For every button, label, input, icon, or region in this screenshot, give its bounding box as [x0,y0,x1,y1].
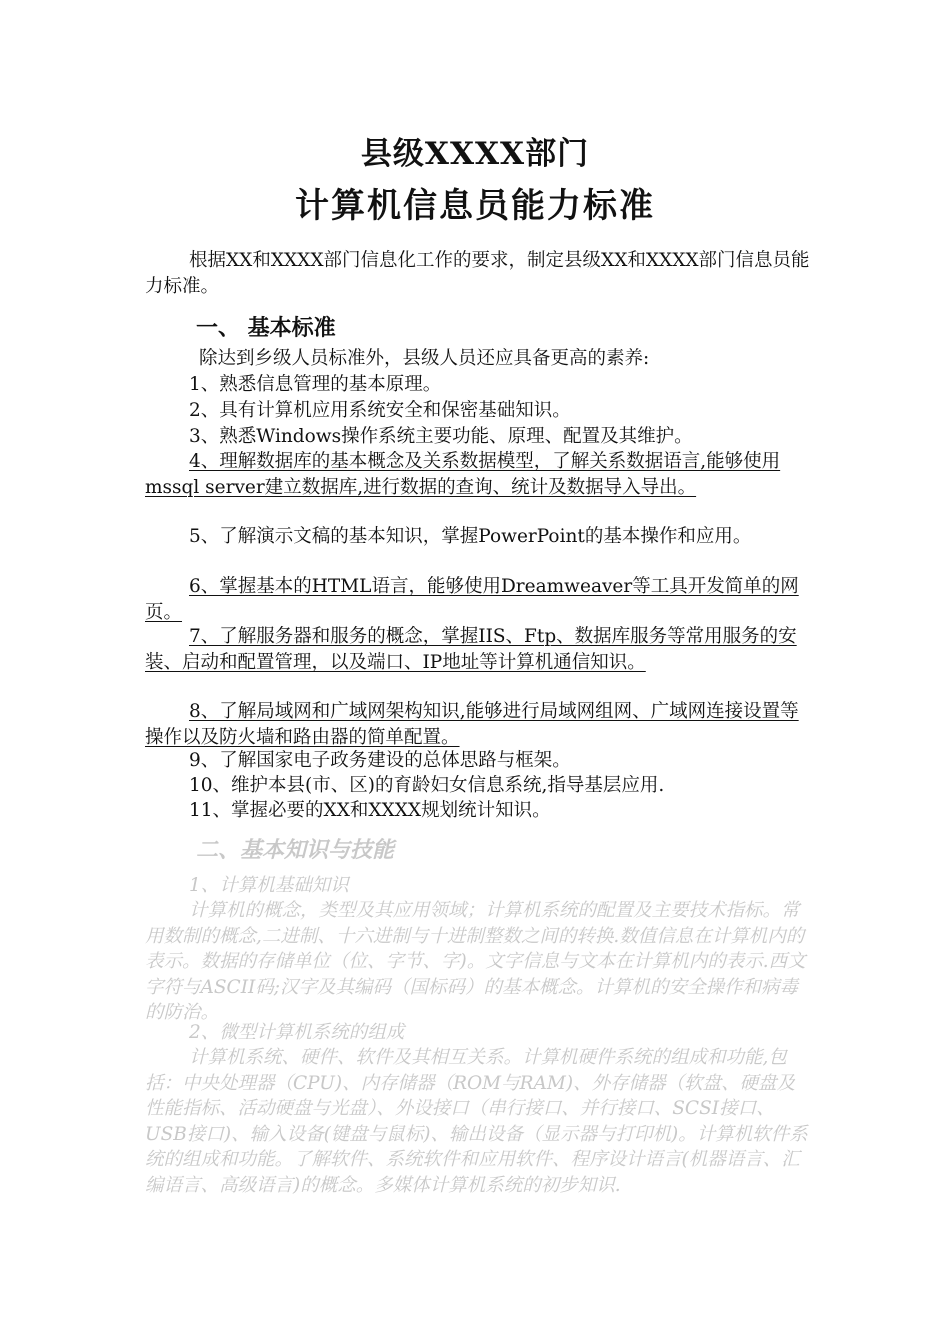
section1-item-9: 9、了解国家电子政务建设的总体思路与框架。 [189,750,571,771]
section1-item-8: 8、了解局域网和广域网架构知识,能够进行局域网组网、广域网连接设置等操作以及防火墙和路由器的简单配置。 [145,701,799,748]
section1-item-6: 6、掌握基本的HTML语言，能够使用Dreamweaver等工具开发简单的网页。 [145,576,799,623]
section1-item-5: 5、了解演示文稿的基本知识，掌握PowerPoint的基本操作和应用。 [189,526,752,547]
section2-sub2-title: 2、微型计算机系统的组成 [189,1022,405,1043]
section1-lead: 除达到乡级人员标准外，县级人员还应具备更高的素养: [199,348,650,369]
section1-item-3: 3、熟悉Windows操作系统主要功能、原理、配置及其维护。 [189,426,693,447]
section1-item-4: 4、理解数据库的基本概念及关系数据模型，了解关系数据语言,能够使用mssql server建立数据库,进行数据的查询、统计及数据导入导出。 [145,451,781,498]
document-title-line1: 县级XXXX部门 [360,136,590,172]
section1-item-7: 7、了解服务器和服务的概念，掌握IIS、Ftp、数据库服务等常用服务的安装、启动和配置管理，以及端口、IP地址等计算机通信知识。 [145,626,797,673]
section2-sub2-text: 计算机系统、硬件、软件及其相互关系。计算机硬件系统的组成和功能,包括：中央处理器（CPU)、内存储器（ROM与RAM)、外存储器（软盘、硬盘及性能指标、活动硬盘与光盘）、外设接口（串行接口、并行接口、SCSI接口、USB接口)、输入设备(键盘与鼠标)、输出设备（显示器与打印机)。计算机软件系统的组成和功能。了解软件、系统软件和应用软件、程序设计语言(机器语言、汇编语言、高级语言)的概念。多媒体计算机系统的初步知识. [145,1047,808,1196]
section1-heading: 一、 基本标准 [196,315,336,341]
section2-heading: 二、基本知识与技能 [196,837,395,863]
section2-sub1-text: 计算机的概念，类型及其应用领域；计算机系统的配置及主要技术指标。常用数制的概念,二进制、十六进制与十进制整数之间的转换.数值信息在计算机内的表示。数据的存储单位（位、字节、字)。文字信息与文本在计算机内的表示.西文字符与ASCII码;汉字及其编码（国标码）的基本概念。计算机的安全操作和病毒的防治。 [145,900,806,1023]
section1-item-1: 1、熟悉信息管理的基本原理。 [189,374,442,395]
section2-sub1-title: 1、计算机基础知识 [189,875,349,896]
section1-item-10: 10、维护本县(市、区)的育龄妇女信息系统,指导基层应用. [189,775,665,796]
document-title-line2: 计算机信息员能力标准 [295,186,655,226]
section1-item-11: 11、掌握必要的XX和XXXX规划统计知识。 [189,800,551,821]
intro-paragraph: 根据XX和XXXX部门信息化工作的要求，制定县级XX和XXXX部门信息员能力标准。 [145,250,810,297]
section1-item-2: 2、具有计算机应用系统安全和保密基础知识。 [189,400,571,421]
